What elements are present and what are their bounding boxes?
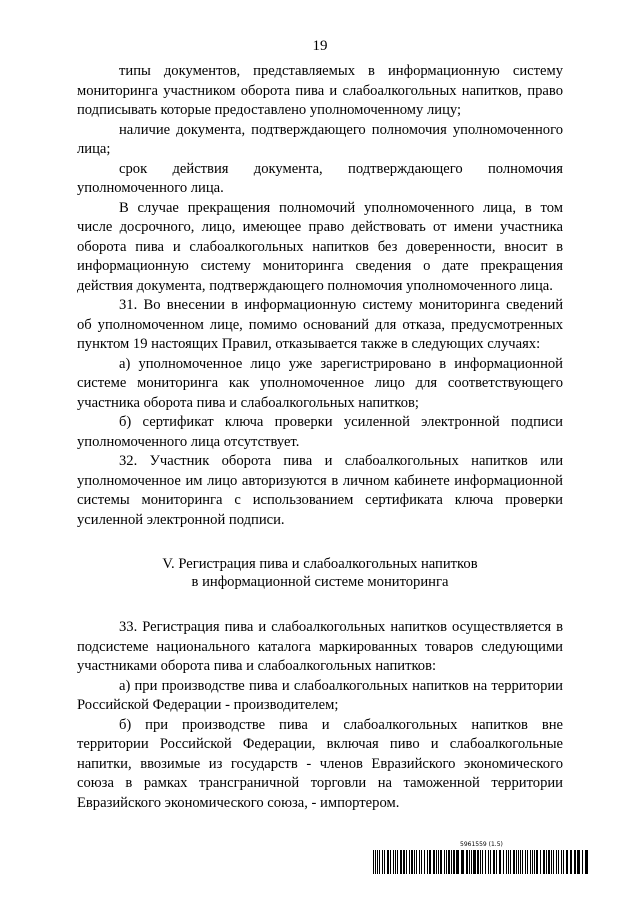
paragraph: наличие документа, подтверждающего полномочия уполномоченного лица; [77,121,563,157]
paragraph: 31. Во внесении в информационную систему мониторинга сведений об уполномоченном лице, помимо оснований для отказа, предусмотренных пунктом 19 настоящих Правил, отказывается также в следующих случаях: [77,297,563,352]
paragraph: В случае прекращения полномочий уполномоченного лица, в том числе досрочного, лицо, имеющее право действовать от имени участника оборота пива и слабоалкогольных напитков без доверенности, вносит в информационную систему мониторинга сведения о дате прекращения действия документа, подтверждающего полномочия уполномоченного лица. [77,199,563,294]
section-heading-line: V. Регистрация пива и слабоалкогольных напитков [162,556,478,572]
paragraph: типы документов, представляемых в информационную систему мониторинга участником оборота пива и слабоалкогольных напитков, право подписывать которые предоставлено уполномоченному лицу; [77,63,563,118]
barcode-label: 5961559 (1.5) [460,841,503,848]
section-heading-line: в информационной системе мониторинга [191,574,449,590]
paragraph: срок действия документа, подтверждающего полномочия уполномоченного лица. [77,160,563,196]
spacer [77,530,563,555]
paragraph: 33. Регистрация пива и слабоалкогольных напитков осуществляется в подсистеме национального каталога маркированных товаров следующими участниками оборота пива и слабоалкогольных напитков: [77,619,563,674]
barcode-icon [373,850,593,874]
paragraph: б) сертификат ключа проверки усиленной электронной подписи уполномоченного лица отсутствует. [77,414,563,450]
spacer [77,591,563,618]
paragraph: а) при производстве пива и слабоалкогольных напитков на территории Российской Федерации - производителем; [77,677,563,713]
page-number: 19 [312,38,328,54]
paragraph: б) при производстве пива и слабоалкогольных напитков вне территории Российской Федерации, включая пиво и слабоалкогольные напитки, ввозимые из государств - членов Евразийского экономического союза в рамках трансграничной торговли на таможенной территории Евразийского экономического союза, - импортером. [77,716,563,811]
paragraph: а) уполномоченное лицо уже зарегистрировано в информационной системе мониторинга как уполномоченное лицо для соответствующего участника оборота пива и слабоалкогольных напитков; [77,355,563,411]
document-body [77,62,563,813]
paragraph: 32. Участник оборота пива и слабоалкогольных напитков или уполномоченное им лицо авторизуются в личном кабинете информационной системы мониторинга с использованием сертификата ключа проверки усиленной электронной подписи. [77,453,563,528]
